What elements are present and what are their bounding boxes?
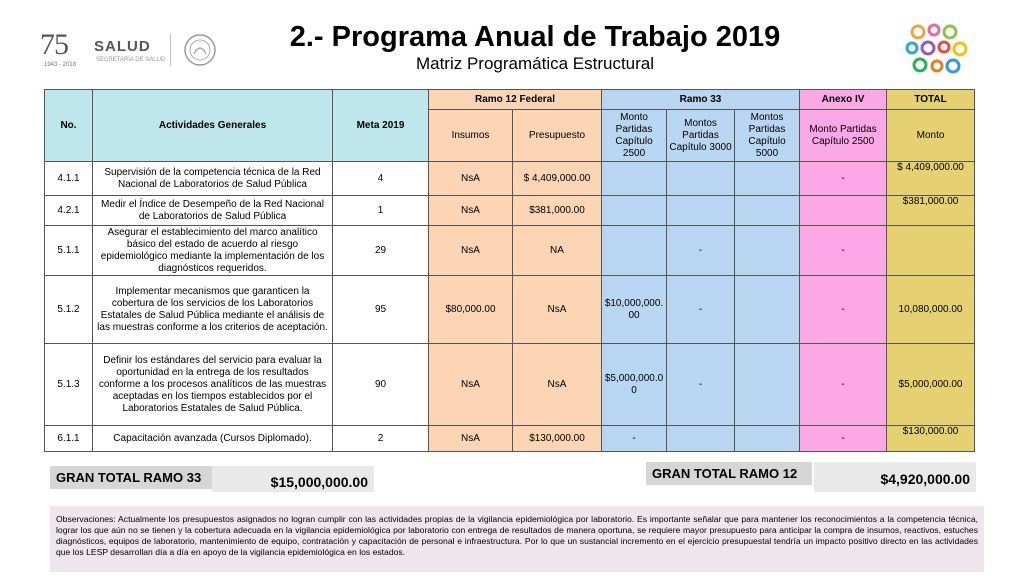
row-c3000: - [667,344,735,426]
row-actividad: Asegurar el establecimiento del marco analítico básico del estado de acuerdo al riesgo epidemiológico mediante la implementación de los diagnósticos requeridos. [93,226,333,276]
row-c2500 [602,226,667,276]
header-actividades: Actividades Generales [93,90,333,162]
row-insumos: NsA [429,226,513,276]
national-seal-icon [182,32,218,68]
row-c5000 [735,426,800,452]
row-insumos: NsA [429,344,513,426]
row-c2500: $10,000,000.00 [602,276,667,344]
salud-subtitle: SECRETARÍA DE SALUD [96,57,166,63]
row-anexo [800,196,887,226]
row-total [887,226,975,276]
row-actividad: Implementar mecanismos que garanticen la cobertura de los servicios de los Laboratorios Estatales de Salud Pública mediante el análisis de las muestras conforme a los criterios de aceptación. [93,276,333,344]
header-ramo12: Ramo 12 Federal [429,90,602,110]
header-cap3000: Montos Partidas Capítulo 3000 [667,110,735,162]
row-anexo: - [800,344,887,426]
row-no: 4.1.1 [45,162,93,196]
page-title: 2.- Programa Anual de Trabajo 2019 [289,21,781,53]
header-cap5000: Montos Partidas Capítulo 5000 [735,110,800,162]
row-presupuesto: NsA [513,276,602,344]
header-ramo33: Ramo 33 [602,90,800,110]
header-logos [40,28,240,72]
row-presupuesto: $ 4,409,000.00 [513,162,602,196]
table-row [45,162,975,196]
ramo33-total-label: GRAN TOTAL RAMO 33 [50,466,212,489]
row-insumos: NsA [429,426,513,452]
row-no: 6.1.1 [45,426,93,452]
logo-divider [170,34,171,66]
row-c3000 [667,426,735,452]
row-meta: 90 [333,344,429,426]
row-anexo: - [800,426,887,452]
ramo33-total-value: $15,000,000.00 [212,466,374,492]
row-meta: 95 [333,276,429,344]
row-actividad: Supervisión de la competencia técnica de la Red Nacional de Laboratorios de Salud Pública [93,162,333,196]
anniversary-logo: 75 [40,28,68,61]
header-anexo-cap2500: Monto Partidas Capítulo 2500 [800,110,887,162]
row-anexo: - [800,276,887,344]
row-c3000 [667,162,735,196]
table-row [45,344,975,426]
header-total: TOTAL [887,90,975,110]
table-row [45,226,975,276]
row-c2500: $5,000,000.00 [602,344,667,426]
row-no: 5.1.1 [45,226,93,276]
header-meta: Meta 2019 [333,90,429,162]
row-c2500: - [602,426,667,452]
row-no: 5.1.3 [45,344,93,426]
row-anexo: - [800,226,887,276]
row-total: $381,000.00 [887,196,975,226]
table-row [45,276,975,344]
row-presupuesto: NA [513,226,602,276]
row-c5000 [735,226,800,276]
row-no: 5.1.2 [45,276,93,344]
row-presupuesto: $381,000.00 [513,196,602,226]
row-actividad: Capacitación avanzada (Cursos Diplomado). [93,426,333,452]
salud-logo: SALUD [94,38,151,55]
row-meta: 2 [333,426,429,452]
row-insumos: $80,000.00 [429,276,513,344]
row-total: $130,000.00 [887,426,975,452]
row-total: 10,080,000.00 [887,276,975,344]
row-c5000 [735,344,800,426]
row-total: $5,000,000.00 [887,344,975,426]
row-meta: 1 [333,196,429,226]
matrix-table [44,89,975,452]
row-meta: 29 [333,226,429,276]
row-no: 4.2.1 [45,196,93,226]
row-presupuesto: $130,000.00 [513,426,602,452]
row-c3000: - [667,226,735,276]
observations-box: Observaciones: Actualmente los presupuestos asignados no logran cumplir con las actividades propias de la vigilancia epidemiológica por laboratorio. Es importante señalar que para mantener los reconocimientos a la competencia técnica, lograr los que aún no se tienen y la cobertura adecuada en la vigilancia epidemiológica por laboratorio con entrega de resultados de manera oportuna, se requiere mayor presupuesto para anticipar la compra de insumos, reactivos, estuches diagnósticos, equipos de laboratorio, mantenimiento de equipo, contratación y capacitación de personal e infraestructura. Por lo que un sustancial incremento en el ejercicio presupuestal tendría un impacto positivo directo en las actividades que los LESP desarrollan día a día en apoyo de la vigilancia epidemiológica en los estados. [50,506,984,572]
row-insumos: NsA [429,162,513,196]
row-c2500 [602,196,667,226]
header-monto: Monto [887,110,975,162]
row-presupuesto: NsA [513,344,602,426]
header-insumos: Insumos [429,110,513,162]
title-block [250,20,820,74]
row-c3000: - [667,276,735,344]
row-c5000 [735,196,800,226]
table-row [45,196,975,226]
header-presupuesto: Presupuesto [513,110,602,162]
row-c3000 [667,196,735,226]
header-anexo: Anexo IV [800,90,887,110]
row-c5000 [735,276,800,344]
row-actividad: Definir los estándares del servicio para evaluar la oportunidad en la entrega de los resultados conforme a los procesos analíticos de las muestras aceptadas en los tiempos establecidos por el Laboratorios Estatales de Salud Pública. [93,344,333,426]
anniversary-years: 1943 - 2018 [44,62,77,68]
header-no: No. [45,90,93,162]
row-insumos: NsA [429,196,513,226]
ramo12-total-label: GRAN TOTAL RAMO 12 [646,462,812,485]
row-actividad: Medir el Índice de Desempeño de la Red Nacional de Laboratorios de Salud Pública [93,196,333,226]
header-cap2500: Monto Partidas Capítulo 2500 [602,110,667,162]
row-meta: 4 [333,162,429,196]
decorative-circles-icon [900,22,980,80]
row-total: $ 4,409,000.00 [887,162,975,196]
table-row [45,426,975,452]
page-subtitle: Matriz Programática Estructural [415,54,655,73]
ramo12-total-value: $4,920,000.00 [814,462,976,492]
row-c5000 [735,162,800,196]
row-anexo: - [800,162,887,196]
row-c2500 [602,162,667,196]
